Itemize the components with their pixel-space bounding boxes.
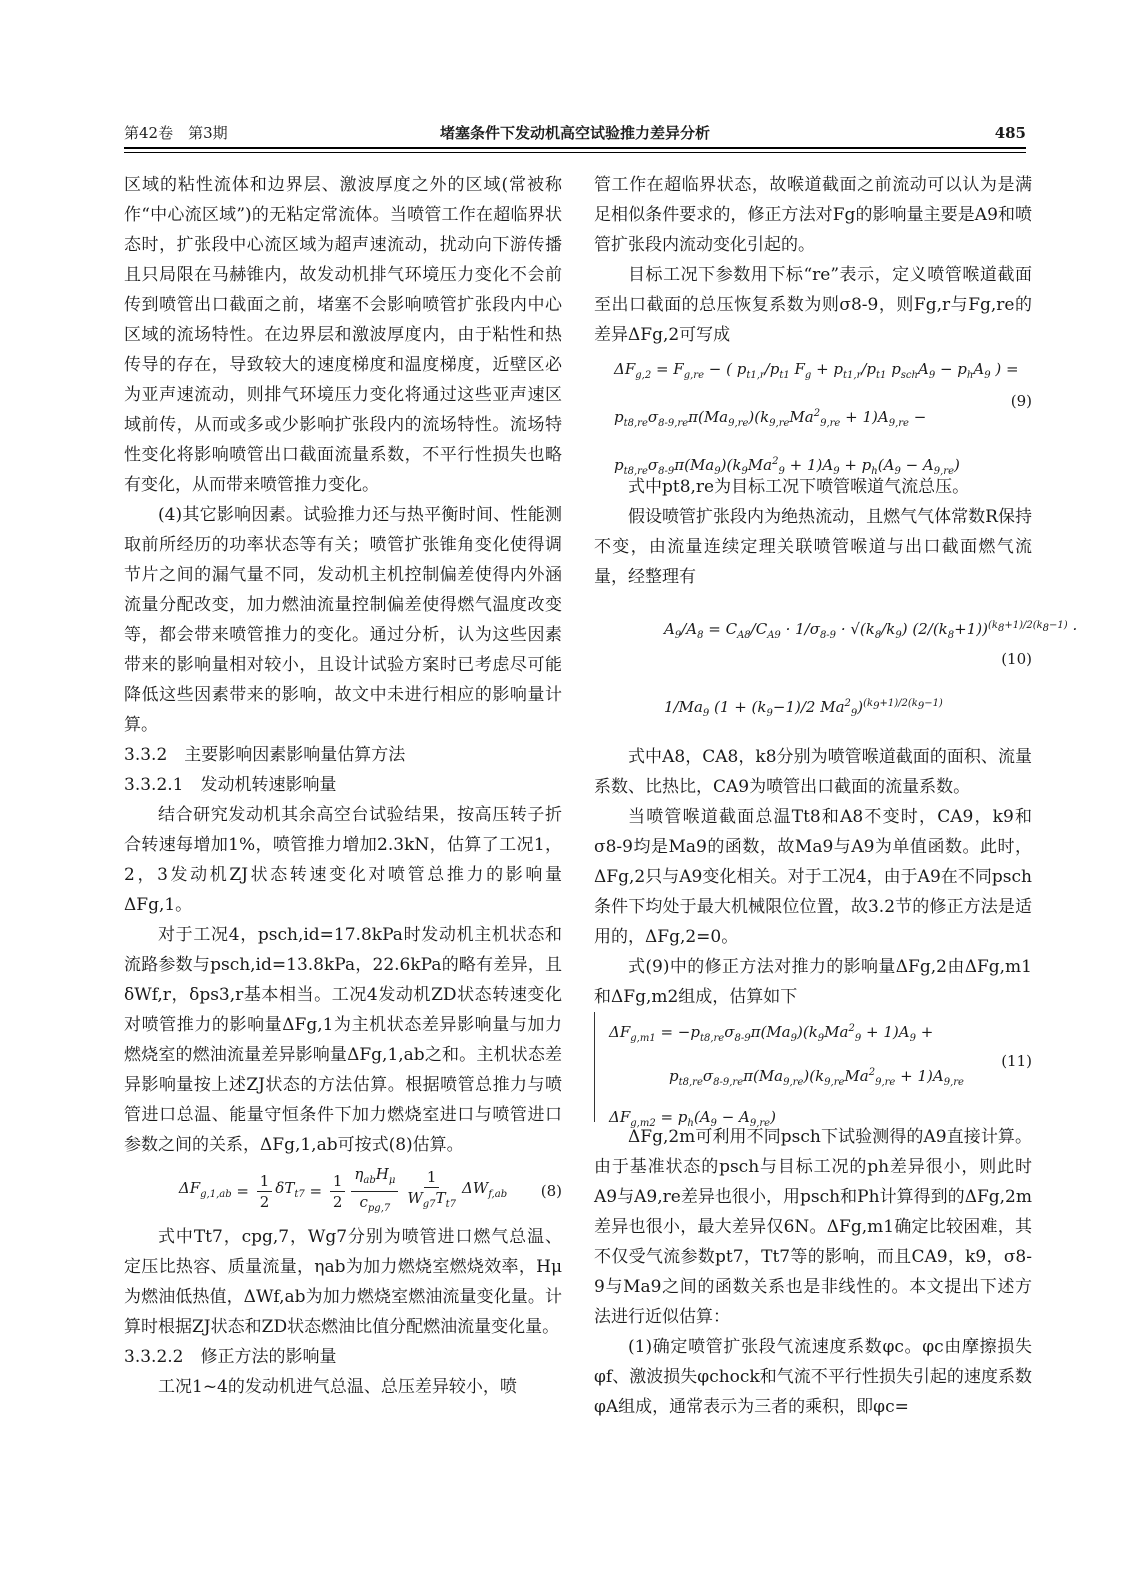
paragraph: 结合研究发动机其余高空台试验结果，按高压转子折合转速每增加1%，喷管推力增加2.3kN，估算了工况1，2，3发动机ZJ状态转速变化对喷管总推力的影响量ΔFg,1。 <box>124 805 562 915</box>
section-heading: 3.3.2 主要影响因素影响量估算方法 <box>124 745 406 765</box>
paragraph: 当喷管喉道截面总温Tt8和A8不变时，CA9，k9和σ8-9均是Ma9的函数，故Ma9与A9为单值函数。此时，ΔFg,2只与A9变化相关。对于工况4，由于A9在不同psch条件下均处于最大机械限位位置，故3.2节的修正方法是适用的，ΔFg,2=0。 <box>594 807 1032 947</box>
right-column <box>594 170 1078 1422</box>
paragraph: (1)确定喷管扩张段气流速度系数φc。φc由摩擦损失φf、激波损失φchock和气流不平行性损失引起的速度系数φA组成，通常表示为三者的乘积，即φc= <box>594 1337 1032 1417</box>
running-title: 堵塞条件下发动机高空试验推力差异分析 <box>439 124 710 142</box>
paragraph: 管工作在超临界状态，故喉道截面之前流动可以认为是满足相似条件要求的，修正方法对Fg的影响量主要是A9和喷管扩张段内流动变化引起的。 <box>594 175 1032 255</box>
paragraph: 式(9)中的修正方法对推力的影响量ΔFg,2由ΔFg,m1和ΔFg,m2组成，估算如下 <box>594 957 1032 1007</box>
equation-9: $\Delta F_{g,2} = F_{g,re}$ − ( $p_{t1,r}/p_{t1}$ $F_g + p_{t1,r}/p_{t1}$ $p_{sch}A_9 - p_hA_9$ ) = $p_{t8,re}\sigma_{8-9,re}\pi(Ma_{9,re})(k_{9,re}Ma^2_{9,re} + 1)A_{9,re}$ − $p_{t8,re}\sigma_{8-9}\pi(Ma_9)(k_9Ma^2_9 + 1)A_9 + p_h(A_9 - A_{9,re})$ (9) <box>614 360 1032 477</box>
equation-11: $\Delta F_{g,m1} = -p_{t8,re}\sigma_{8-9}\pi(Ma_9)(k_9Ma^2_9 + 1)A_9$ + $p_{t8,re}\sigma_{8-9,re}\pi(Ma_{9,re})(k_{9,re}Ma^2_{9,re} + 1)A_{9,re}$ $\Delta F_{g,m2} = p_h(A_9 - A_{9,re})$ (11) <box>594 1012 1032 1122</box>
subsection-heading: 3.3.2.1 发动机转速影响量 <box>124 775 337 795</box>
paragraph: ΔFg,2m可利用不同psch下试验测得的A9直接计算。由于基准状态的psch与目标工况的ph差异很小，则此时A9与A9,re差异也很小，用psch和Ph计算得到的ΔFg,2m差异也很小，最大差异仅6N。ΔFg,m1确定比较困难，其不仅受气流参数pt7，Tt7等的影响，而且CA9，k9，σ8-9与Ma9之间的函数关系也是非线性的。本文提出下述方法进行近似估算： <box>594 1127 1032 1327</box>
paragraph: 式中Tt7，cpg,7，Wg7分别为喷管进口燃气总温、定压比热容、质量流量，ηab为加力燃烧室燃烧效率，Hμ为燃油低热值，ΔWf,ab为加力燃烧室燃油流量变化量。计算时根据ZJ状态和ZD状态燃油比值分配燃油流量变化量。 <box>124 1227 562 1337</box>
paragraph: 假设喷管扩张段内为绝热流动，且燃气气体常数R保持不变，由流量连续定理关联喷管喉道与出口截面燃气流量，经整理有 <box>594 507 1032 587</box>
equation-number: (10) <box>1001 650 1032 668</box>
paragraph: (4)其它影响因素。试验推力还与热平衡时间、性能测取前所经历的功率状态等有关；喷管扩张锥角变化使得调节片之间的漏气量不同，发动机主机控制偏差使得内外涵流量分配改变，加力燃油流量控制偏差使得燃气温度改变等，都会带来喷管推力的变化。通过分析，认为这些因素带来的影响量相对较小，且设计试验方案时已考虑尽可能降低这些因素带来的影响，故文中未进行相应的影响量计算。 <box>124 505 562 735</box>
left-column <box>124 170 562 1402</box>
subsection-heading: 3.3.2.2 修正方法的影响量 <box>124 1347 337 1367</box>
paragraph: 式中pt8,re为目标工况下喷管喉道气流总压。 <box>628 477 970 497</box>
header-rule-thin <box>124 152 1026 153</box>
running-header <box>124 121 1026 145</box>
paragraph: 目标工况下参数用下标“re”表示，定义喷管喉道截面至出口截面的总压恢复系数为则σ8-9，则Fg,r与Fg,re的差异ΔFg,2可写成 <box>594 265 1032 345</box>
volume-issue: 第42卷 第3期 <box>124 124 228 142</box>
equation-number: (8) <box>540 1182 562 1200</box>
equation-8: $\Delta F_{g,1,ab}$ = $\frac{1}{2}$ $\delta T_{t7}$ = $\frac{1}{2}$ $\frac{\eta_{ab}H_\mu}{c_{pg,7}}$ $\frac{1}{W_{g7}T_{t7}}$ $\Delta W_{f,ab}$ (8) <box>178 1164 562 1214</box>
paragraph: 工况1~4的发动机进气总温、总压差异较小，喷 <box>158 1377 517 1397</box>
paragraph: 式中A8，CA8，k8分别为喷管喉道截面的面积、流量系数、比热比，CA9为喷管出口截面的流量系数。 <box>594 747 1032 797</box>
equation-number: (9) <box>1010 392 1032 410</box>
equation-number: (11) <box>1001 1052 1032 1070</box>
paragraph: 对于工况4，psch,id=17.8kPa时发动机主机状态和流路参数与psch,id=13.8kPa，22.6kPa的略有差异，且δWf,r，δps3,r基本相当。工况4发动机ZD状态转速变化对喷管推力的影响量ΔFg,1为主机状态差异影响量与加力燃烧室的燃油流量差异影响量ΔFg,1,ab之和。主机状态差异影响量按上述ZJ状态的方法估算。根据喷管总推力与喷管进口总温、能量守恒条件下加力燃烧室进口与喷管进口参数之间的关系，ΔFg,1,ab可按式(8)估算。 <box>124 925 562 1155</box>
page-number: 485 <box>994 124 1026 142</box>
equation-10: $A_9/A_8 = C_{A8}/C_{A9} \cdot 1/\sigma_{8-9} \cdot √(k_8/k_9) (2/(k_8+1))^{(k_8+1)/2(k_8-1)}$ · $1/Ma_9$ ($1 + (k_9-1)/2$ $Ma^2_9)^{(k_9+1)/2(k_9-1)}$ (10) <box>664 620 1078 719</box>
header-rule-thick <box>124 147 1026 149</box>
paragraph: 区域的粘性流体和边界层、激波厚度之外的区域(常被称作“中心流区域”)的无粘定常流体。当喷管工作在超临界状态时，扩张段中心流区域为超声速流动，扰动向下游传播且只局限在马赫锥内，故发动机排气环境压力变化不会前传到喷管出口截面之前，堵塞不会影响喷管扩张段内中心区域的流场特性。在边界层和激波厚度内，由于粘性和热传导的存在，导致较大的速度梯度和温度梯度，近壁区必为亚声速流动，则排气环境压力变化将通过这些亚声速区域前传，从而或多或少影响扩张段内的流场特性。流场特性变化将影响喷管出口截面流量系数，不平行性损失也略有变化，从而带来喷管推力变化。 <box>124 175 562 495</box>
